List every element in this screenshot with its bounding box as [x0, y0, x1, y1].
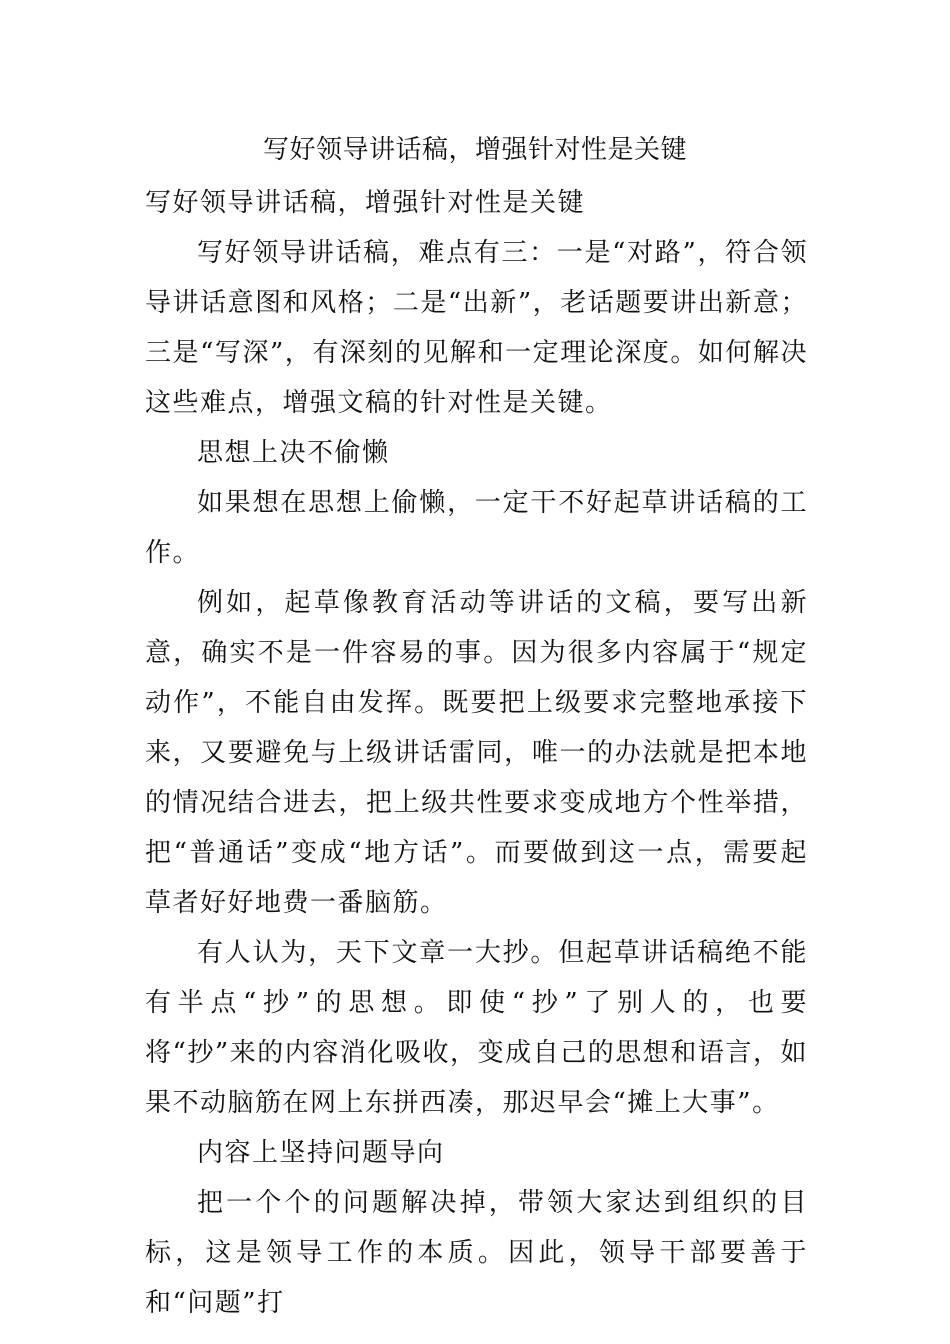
- paragraph-thinking-lead: 如果想在思想上偷懒，一定干不好起草讲话稿的工作。: [145, 488, 808, 568]
- paragraph-copying: 有人认为，天下文章一大抄。但起草讲话稿绝不能有半点“抄”的思想。即使“抄”了别人的，也要将“抄”来的内容消化吸收，变成自己的思想和语言，如果不动脑筋在网上东拼西凑，那迟早会“摊上大事”。: [145, 938, 808, 1118]
- section-heading-thinking: 思想上决不偷懒: [197, 438, 390, 468]
- paragraph-example: 例如，起草像教育活动等讲话的文稿，要写出新意，确实不是一件容易的事。因为很多内容属于“规定动作”，不能自由发挥。既要把上级要求完整地承接下来，又要避免与上级讲话雷同，唯一的办法就是把本地的情况结合进去，把上级共性要求变成地方个性举措，把“普通话”变成“地方话”。而要做到这一点，需要起草者好好地费一番脑筋。: [145, 588, 808, 918]
- paragraph-intro: 写好领导讲话稿，难点有三：一是“对路”，符合领导讲话意图和风格；二是“出新”，老话题要讲出新意；三是“写深”，有深刻的见解和一定理论深度。如何解决这些难点，增强文稿的针对性是关键。: [145, 238, 808, 418]
- document-title: 写好领导讲话稿，增强针对性是关键: [262, 135, 687, 165]
- paragraph-problem-oriented: 把一个个的问题解决掉，带领大家达到组织的目标，这是领导工作的本质。因此，领导干部要善于和“问题”打: [145, 1188, 808, 1318]
- section-heading-content: 内容上坚持问题导向: [197, 1138, 445, 1168]
- document-body: [145, 178, 808, 1328]
- subtitle-line: 写好领导讲话稿，增强针对性是关键: [145, 188, 586, 218]
